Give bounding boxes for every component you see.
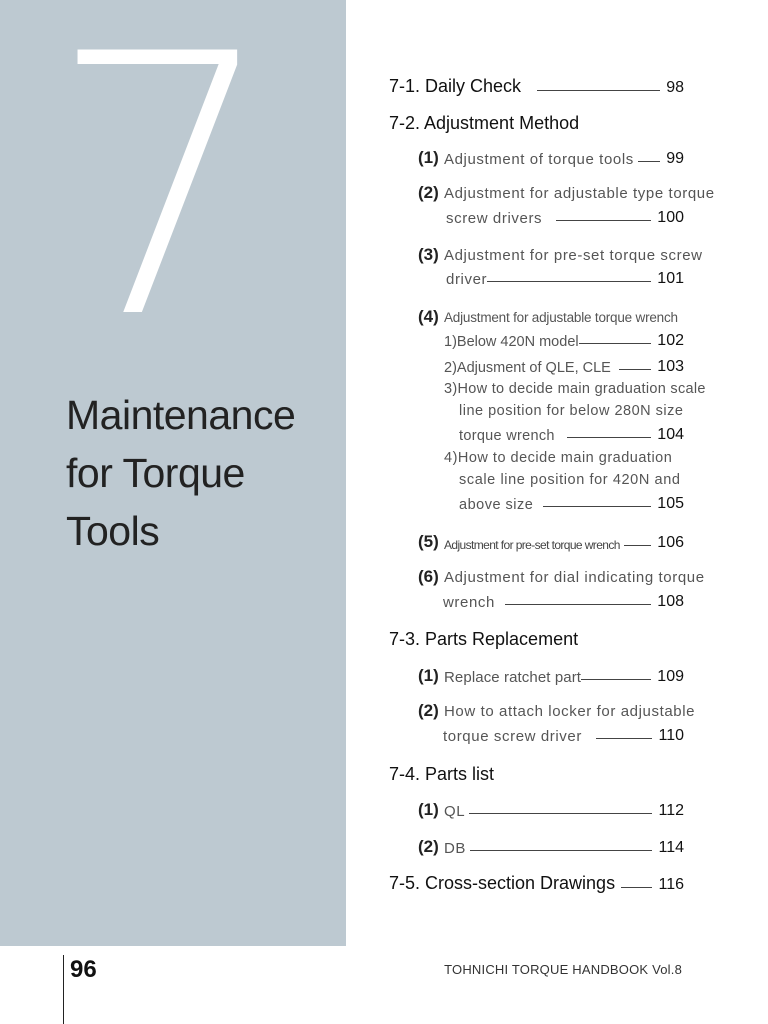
toc-item-label: Adjustment for adjustable type torque [444, 185, 715, 202]
toc-entry-7-2-6-cont [443, 593, 684, 611]
toc-item-number: (6) [418, 567, 439, 586]
toc-leader [638, 161, 660, 162]
toc-item-label: Replace ratchet part [444, 669, 582, 686]
toc-subentry-4-1[interactable] [444, 332, 684, 350]
toc-page-number: 98 [666, 79, 684, 96]
toc-leader [556, 220, 651, 221]
toc-item-number: (1) [418, 800, 439, 819]
toc-section-label: 7-1. Daily Check [389, 76, 522, 96]
chapter-number: 7 [48, 0, 268, 397]
toc-page-number: 114 [658, 839, 684, 856]
toc-page-number: 116 [658, 876, 684, 893]
toc-subentry-4-3[interactable]: 3)How to decide main graduation scale [444, 381, 706, 397]
toc-page-number: 102 [657, 332, 684, 349]
toc-page-number: 108 [657, 593, 684, 610]
toc-leader [543, 506, 651, 507]
toc-section-7-2[interactable]: 7-2. Adjustment Method [389, 113, 580, 133]
toc-entry-7-3-2[interactable] [418, 701, 695, 721]
toc-page-number: 104 [657, 426, 684, 443]
toc-page-number: 109 [657, 668, 684, 685]
toc-entry-7-3-2-cont [443, 727, 684, 745]
toc-leader [581, 679, 651, 680]
toc-leader [621, 887, 652, 888]
toc-section-label: 7-5. Cross-section Drawings [389, 873, 616, 893]
toc-subentry-4-3-line2: line position for below 280N size [459, 403, 684, 419]
chapter-title-line: for Torque [66, 450, 245, 496]
toc-item-number: (4) [418, 307, 439, 326]
toc-entry-7-3-1[interactable] [418, 666, 684, 686]
toc-page-number: 100 [657, 209, 684, 226]
toc-section-7-3[interactable]: 7-3. Parts Replacement [389, 629, 579, 649]
toc-entry-7-2-2[interactable] [418, 183, 715, 203]
toc-leader [505, 604, 651, 605]
toc-entry-7-5[interactable] [389, 873, 684, 894]
toc-item-number: (1) [418, 666, 439, 685]
toc-section-7-4[interactable]: 7-4. Parts list [389, 764, 495, 784]
toc-entry-7-1[interactable] [389, 76, 684, 97]
toc-entry-7-2-5[interactable] [418, 532, 684, 552]
toc-entry-7-2-6[interactable] [418, 567, 705, 587]
toc-item-label: driver [446, 271, 488, 288]
toc-item-label: wrench [443, 594, 495, 611]
toc-page-number: 103 [657, 358, 684, 375]
toc-page-number: 99 [666, 150, 684, 167]
toc-subentry-4-3-cont [459, 426, 684, 444]
toc-item-number: (5) [418, 532, 439, 551]
toc-page-number: 101 [657, 270, 684, 287]
toc-entry-7-2-4[interactable] [418, 307, 678, 327]
toc-item-label: Adjustment for dial indicating torque [444, 569, 705, 586]
toc-subitem-label: 2)Adjusment of QLE, CLE [444, 360, 611, 376]
toc-subentry-4-2[interactable] [444, 358, 684, 376]
toc-item-label: How to attach locker for adjustable [444, 703, 696, 720]
toc-entry-7-2-3[interactable] [418, 245, 703, 265]
toc-entry-7-4-2[interactable] [418, 837, 684, 857]
toc-leader [487, 281, 651, 282]
toc-item-label: Adjustment for adjustable torque wrench [444, 310, 678, 325]
toc-leader [596, 738, 653, 739]
toc-subitem-label: above size [459, 497, 534, 513]
toc-leader [469, 813, 652, 814]
toc-page-number: 110 [658, 727, 684, 744]
toc-subentry-4-4[interactable]: 4)How to decide main graduation [444, 450, 673, 466]
toc-leader [470, 850, 652, 851]
toc-leader [624, 545, 651, 546]
page-number: 96 [70, 956, 97, 983]
toc-leader [537, 90, 660, 91]
toc-page-number: 112 [658, 802, 684, 819]
footer-divider [63, 955, 64, 1024]
toc-page-number: 105 [657, 495, 684, 512]
toc-item-number: (2) [418, 183, 439, 202]
toc-leader [567, 437, 652, 438]
toc-subentry-4-4-line2: scale line position for 420N and [459, 472, 681, 488]
toc-item-number: (2) [418, 837, 439, 856]
toc-item-label: Adjustment for pre-set torque screw [444, 247, 703, 264]
toc-item-label: Adjustment for pre-set torque wrench [444, 538, 620, 552]
toc-entry-7-4-1[interactable] [418, 800, 684, 820]
toc-item-label: torque screw driver [443, 728, 582, 745]
toc-entry-7-2-1[interactable] [418, 148, 684, 168]
toc-leader [579, 343, 652, 344]
toc-leader [619, 369, 651, 370]
chapter-title-line: Tools [66, 508, 160, 554]
running-title: TOHNICHI TORQUE HANDBOOK Vol.8 [444, 962, 682, 977]
toc-subentry-4-4-cont [459, 495, 684, 513]
toc-item-number: (2) [418, 701, 439, 720]
toc-item-number: (3) [418, 245, 439, 264]
toc-item-label: Adjustment of torque tools [444, 151, 634, 168]
toc-entry-7-2-2-cont [446, 209, 684, 227]
toc-page-number: 106 [657, 534, 684, 551]
toc-item-label: QL [444, 803, 466, 820]
toc-item-label: DB [444, 840, 467, 857]
toc-item-number: (1) [418, 148, 439, 167]
toc-subitem-label: torque wrench [459, 428, 555, 444]
chapter-title-line: Maintenance [66, 392, 296, 438]
toc-entry-7-2-3-cont [446, 270, 684, 288]
toc-subitem-label: 1)Below 420N model [444, 334, 579, 350]
toc-item-label: screw drivers [446, 210, 543, 227]
